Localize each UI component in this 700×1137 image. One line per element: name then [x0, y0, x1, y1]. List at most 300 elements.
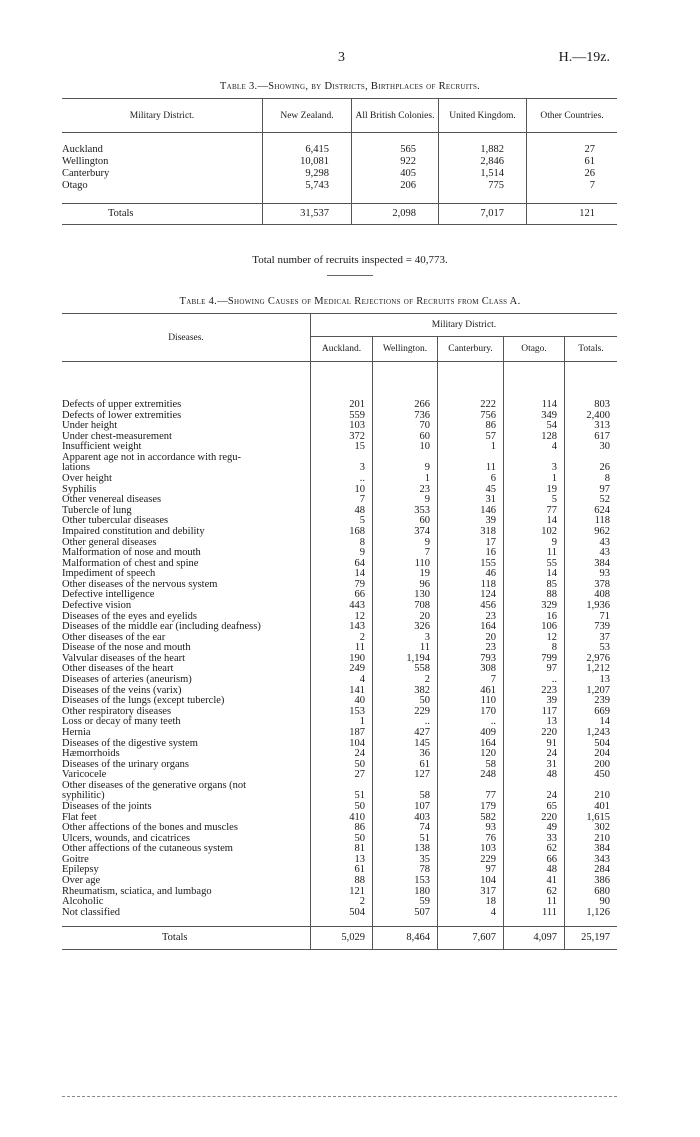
table3-col-district: Military District. — [62, 99, 263, 133]
disease-name: Syphilis — [62, 483, 97, 495]
spacer-cell — [352, 133, 439, 145]
table-cell: 130 — [373, 590, 438, 601]
table-cell: 756 — [438, 411, 504, 422]
disease-name: Apparent age not in accordance with regu- lations — [62, 451, 242, 474]
totals-cell: 7,017 — [439, 204, 527, 225]
table-row — [62, 781, 617, 802]
table-cell: 239 — [565, 696, 618, 707]
table-cell: 37 — [565, 633, 618, 644]
table-cell: 50 — [311, 834, 373, 845]
disease-name: Other diseases of the generative organs (not syphilitic) — [62, 779, 247, 802]
spacer-cell — [373, 362, 438, 401]
table-cell: 6 — [438, 474, 504, 485]
table-cell: 14 — [504, 516, 565, 527]
table-cell: 7 — [527, 180, 618, 192]
table3-col-united-kingdom: United Kingdom. — [439, 99, 527, 133]
table-cell: 1,882 — [439, 144, 527, 156]
table-cell: 1,207 — [565, 686, 618, 697]
table-cell: 180 — [373, 887, 438, 898]
table-cell: 74 — [373, 823, 438, 834]
table-cell: 24 — [311, 749, 373, 760]
table-cell: 504 — [565, 739, 618, 750]
table-row — [62, 897, 617, 908]
table-cell: 16 — [504, 612, 565, 623]
table-cell: 229 — [373, 707, 438, 718]
table-cell: 1,126 — [565, 908, 618, 919]
table-cell: 7 — [438, 675, 504, 686]
table-cell: 65 — [504, 802, 565, 813]
disease-name: Over height — [62, 473, 112, 485]
paper-reference: H.—19z. — [558, 50, 610, 65]
table-cell: 9 — [373, 453, 438, 474]
table-cell: 206 — [352, 180, 439, 192]
table-cell: 153 — [373, 876, 438, 887]
table-cell: 19 — [504, 485, 565, 496]
table-cell: 14 — [311, 569, 373, 580]
table3-col-other-countries: Other Countries. — [527, 99, 618, 133]
table-cell: 2,976 — [565, 654, 618, 665]
totals-row — [62, 204, 617, 225]
table-cell: 220 — [504, 728, 565, 739]
table-cell: 164 — [438, 622, 504, 633]
table-cell: 249 — [311, 664, 373, 675]
table-cell: 11 — [504, 548, 565, 559]
disease-name: Defective vision — [62, 599, 132, 611]
disease-name: Defective intelligence — [62, 589, 155, 601]
table-cell: 1,615 — [565, 813, 618, 824]
table-cell: 10 — [373, 442, 438, 453]
spacer-cell — [438, 918, 504, 927]
disease-name: Defects of upper extremities — [62, 399, 182, 410]
spacer-cell — [565, 362, 618, 401]
totals-label: Totals — [62, 927, 311, 950]
table-cell: 59 — [373, 897, 438, 908]
table-cell: 13 — [311, 855, 373, 866]
table-cell: 106 — [504, 622, 565, 633]
table-cell: 201 — [311, 400, 373, 411]
table-cell: 507 — [373, 908, 438, 919]
disease-name: Insufficient weight — [62, 441, 142, 453]
disease-name: Other diseases of the nervous system — [62, 578, 218, 590]
table-cell: 6,415 — [263, 144, 352, 156]
table-cell: 97 — [565, 485, 618, 496]
table-cell: 86 — [311, 823, 373, 834]
page-bottom-rule — [62, 1096, 617, 1097]
table-cell: 1,212 — [565, 664, 618, 675]
disease-name: Malformation of chest and spine — [62, 557, 199, 569]
spacer-cell — [504, 918, 565, 927]
table-cell: 60 — [373, 432, 438, 443]
table3-caption: Table 3.—Showing, by Districts, Birthplaces of Recruits. — [219, 81, 481, 92]
spacer-cell — [504, 362, 565, 401]
table-cell: 803 — [565, 400, 618, 411]
spacer-cell — [439, 133, 527, 145]
table-cell: 121 — [311, 887, 373, 898]
table-cell: 128 — [504, 432, 565, 443]
table-cell: 2 — [311, 897, 373, 908]
table-cell: 43 — [565, 548, 618, 559]
spacer-cell — [439, 192, 527, 204]
table-cell: 190 — [311, 654, 373, 665]
disease-name: Other diseases of the heart — [62, 663, 174, 675]
table4-caption: Table 4.—Showing Causes of Medical Rejections of Recruits from Class A. — [179, 296, 521, 307]
table-cell: 88 — [504, 590, 565, 601]
spacer-cell — [62, 918, 311, 927]
table-row — [62, 887, 617, 898]
table-cell: 110 — [438, 696, 504, 707]
disease-name: Epilepsy — [62, 864, 99, 876]
table-cell: 1 — [504, 474, 565, 485]
table-cell: 1,936 — [565, 601, 618, 612]
table-cell: 36 — [373, 749, 438, 760]
table-cell: 7 — [311, 495, 373, 506]
table-cell: 624 — [565, 506, 618, 517]
table-cell: 179 — [438, 802, 504, 813]
totals-cell: 7,607 — [438, 927, 504, 950]
table-row — [62, 411, 617, 422]
table-cell: 23 — [438, 643, 504, 654]
table-cell: 384 — [565, 559, 618, 570]
disease-name: Diseases of the joints — [62, 800, 152, 812]
table-cell: 9 — [373, 495, 438, 506]
table-row — [62, 876, 617, 887]
table-cell: 168 — [311, 527, 373, 538]
table-cell: 443 — [311, 601, 373, 612]
table-cell: 62 — [504, 844, 565, 855]
totals-cell: 2,098 — [352, 204, 439, 225]
district-name: Auckland — [62, 144, 103, 155]
table-row — [62, 717, 617, 728]
table-cell: 41 — [504, 876, 565, 887]
table-cell: 3 — [311, 453, 373, 474]
table-cell: 284 — [565, 865, 618, 876]
table-cell: 5 — [504, 495, 565, 506]
table-cell: 793 — [438, 654, 504, 665]
table-cell: 739 — [565, 622, 618, 633]
table-cell: 12 — [311, 612, 373, 623]
table-spacer — [62, 133, 617, 145]
spacer-cell — [311, 918, 373, 927]
table-cell: 88 — [311, 876, 373, 887]
table-cell: 1,514 — [439, 168, 527, 180]
table-cell: 62 — [504, 887, 565, 898]
table-cell: 146 — [438, 506, 504, 517]
disease-name: Diseases of the middle ear (including deafness) — [62, 621, 261, 633]
table-cell: 1 — [373, 474, 438, 485]
table-cell: 27 — [527, 144, 618, 156]
disease-name: Diseases of the veins (varix) — [62, 684, 182, 696]
table3-col-british-colonies: All British Colonies. — [352, 99, 439, 133]
table-cell: 155 — [438, 559, 504, 570]
table-cell: 8 — [504, 643, 565, 654]
table-row — [62, 855, 617, 866]
disease-name: Flat feet — [62, 811, 97, 823]
table-cell: 77 — [504, 506, 565, 517]
totals-cell: 31,537 — [263, 204, 352, 225]
table-cell: 51 — [311, 781, 373, 802]
table-row — [62, 453, 617, 474]
table-cell: 96 — [373, 580, 438, 591]
table-cell: 79 — [311, 580, 373, 591]
table4-col-otago: Otago. — [504, 337, 565, 362]
table-cell: 378 — [565, 580, 618, 591]
table-cell: 114 — [504, 400, 565, 411]
table-cell: 3 — [373, 633, 438, 644]
table-cell: 461 — [438, 686, 504, 697]
table-cell: 12 — [504, 633, 565, 644]
table-cell: 141 — [311, 686, 373, 697]
table-cell: 962 — [565, 527, 618, 538]
disease-name: Goitre — [62, 853, 89, 865]
table-cell: 2 — [311, 633, 373, 644]
table-cell: 71 — [565, 612, 618, 623]
totals-cell: 121 — [527, 204, 618, 225]
table-cell: 565 — [352, 144, 439, 156]
table-cell: 39 — [504, 696, 565, 707]
disease-name: Valvular diseases of the heart — [62, 652, 186, 664]
table-cell: 10 — [311, 485, 373, 496]
table-cell: 222 — [438, 400, 504, 411]
table4-col-wellington: Wellington. — [373, 337, 438, 362]
table4-col-auckland: Auckland. — [311, 337, 373, 362]
table-cell: 81 — [311, 844, 373, 855]
disease-name: Other affections of the cutaneous system — [62, 843, 233, 855]
table3-header-row — [62, 99, 617, 133]
table-cell: 317 — [438, 887, 504, 898]
table-row — [62, 168, 617, 180]
table-cell: 4 — [438, 908, 504, 919]
table-cell: 145 — [373, 739, 438, 750]
disease-name: Diseases of arteries (aneurism) — [62, 674, 192, 686]
table-cell: 308 — [438, 664, 504, 675]
table-cell: 405 — [352, 168, 439, 180]
table-row — [62, 400, 617, 411]
disease-name: Other respiratory diseases — [62, 705, 172, 717]
table-row — [62, 908, 617, 919]
table-cell: 23 — [373, 485, 438, 496]
table-cell: 1,194 — [373, 654, 438, 665]
table-cell: 9 — [373, 538, 438, 549]
spacer-cell — [311, 362, 373, 401]
table-cell: 9 — [504, 538, 565, 549]
table-cell: 50 — [311, 760, 373, 771]
disease-name: Other venereal diseases — [62, 494, 162, 506]
disease-name: Diseases of the urinary organs — [62, 758, 189, 770]
disease-name: Other general diseases — [62, 536, 157, 548]
table4-medical-rejections — [62, 313, 617, 950]
table-cell: 164 — [438, 739, 504, 750]
table-cell: 384 — [565, 844, 618, 855]
spacer-cell — [527, 192, 618, 204]
spacer-cell — [438, 362, 504, 401]
table-cell: 30 — [565, 442, 618, 453]
table-cell: .. — [438, 717, 504, 728]
table4-col-diseases: Diseases. — [62, 314, 311, 362]
table-cell: 103 — [438, 844, 504, 855]
table-row — [62, 495, 617, 506]
table-cell: 617 — [565, 432, 618, 443]
table-cell: 410 — [311, 813, 373, 824]
table-row — [62, 865, 617, 876]
table-cell: 266 — [373, 400, 438, 411]
table-row — [62, 844, 617, 855]
table-cell: 8 — [311, 538, 373, 549]
disease-name: Under height — [62, 420, 118, 432]
district-name: Otago — [62, 180, 88, 191]
table-spacer — [62, 192, 617, 204]
table-cell: 61 — [527, 156, 618, 168]
totals-cell: 25,197 — [565, 927, 618, 950]
spacer-cell — [565, 918, 618, 927]
table-cell: 26 — [565, 453, 618, 474]
disease-name: Other tubercular diseases — [62, 515, 169, 527]
table-cell: 9,298 — [263, 168, 352, 180]
table-cell: 13 — [504, 717, 565, 728]
table-cell: 40 — [311, 696, 373, 707]
table-cell: 66 — [311, 590, 373, 601]
table-cell: 353 — [373, 506, 438, 517]
table-cell: 97 — [438, 865, 504, 876]
table-cell: 107 — [373, 802, 438, 813]
table-cell: 102 — [504, 527, 565, 538]
table-cell: 11 — [311, 643, 373, 654]
disease-name: Diseases of the eyes and eyelids — [62, 610, 197, 622]
table-cell: 5 — [311, 516, 373, 527]
disease-name: Over age — [62, 875, 101, 887]
table4-col-canterbury: Canterbury. — [438, 337, 504, 362]
table-cell: 200 — [565, 760, 618, 771]
table-cell: 558 — [373, 664, 438, 675]
table-cell: 103 — [311, 421, 373, 432]
table-cell: 24 — [504, 781, 565, 802]
table-cell: 922 — [352, 156, 439, 168]
disease-name: Varicocele — [62, 769, 107, 781]
table-cell: 58 — [373, 781, 438, 802]
table-cell: 504 — [311, 908, 373, 919]
table-cell: 31 — [504, 760, 565, 771]
table-cell: 48 — [311, 506, 373, 517]
table-row — [62, 802, 617, 813]
table-cell: 229 — [438, 855, 504, 866]
table-cell: 799 — [504, 654, 565, 665]
disease-name: Impaired constitution and debility — [62, 525, 205, 537]
table-cell: 61 — [373, 760, 438, 771]
table-cell: 403 — [373, 813, 438, 824]
totals-cell: 8,464 — [373, 927, 438, 950]
table-row — [62, 527, 617, 538]
totals-cell: 5,029 — [311, 927, 373, 950]
table-cell: 4 — [504, 442, 565, 453]
table-cell: 456 — [438, 601, 504, 612]
table-cell: 104 — [311, 739, 373, 750]
table-cell: 52 — [565, 495, 618, 506]
table-cell: 7 — [373, 548, 438, 559]
table-cell: 17 — [438, 538, 504, 549]
table4-col-totals: Totals. — [565, 337, 618, 362]
table-cell: 1 — [438, 442, 504, 453]
table4-col-military-district: Military District. — [311, 314, 618, 337]
table-cell: 23 — [438, 612, 504, 623]
disease-name: Malformation of nose and mouth — [62, 547, 201, 559]
table-row — [62, 180, 617, 192]
disease-name: Diseases of the lungs (except tubercle) — [62, 695, 225, 707]
table-cell: 49 — [504, 823, 565, 834]
disease-name: Other affections of the bones and muscles — [62, 822, 238, 834]
table-cell: 170 — [438, 707, 504, 718]
table-cell: 24 — [504, 749, 565, 760]
table-cell: .. — [311, 474, 373, 485]
table-cell: 708 — [373, 601, 438, 612]
table-cell: 2,400 — [565, 411, 618, 422]
table-cell: 26 — [527, 168, 618, 180]
table-cell: 57 — [438, 432, 504, 443]
table-cell: 60 — [373, 516, 438, 527]
table-cell: 111 — [504, 908, 565, 919]
district-name: Wellington — [62, 156, 109, 167]
table-cell: 46 — [438, 569, 504, 580]
table-cell: 343 — [565, 855, 618, 866]
table-cell: 54 — [504, 421, 565, 432]
totals-cell: 4,097 — [504, 927, 565, 950]
table-row — [62, 760, 617, 771]
table-cell: .. — [504, 675, 565, 686]
spacer-cell — [62, 192, 263, 204]
table-cell: 1,243 — [565, 728, 618, 739]
table-row — [62, 739, 617, 750]
table-cell: 669 — [565, 707, 618, 718]
table-cell: 120 — [438, 749, 504, 760]
table-cell: 408 — [565, 590, 618, 601]
table-cell: 223 — [504, 686, 565, 697]
table-cell: 210 — [565, 834, 618, 845]
table-cell: 15 — [311, 442, 373, 453]
table-cell: 14 — [504, 569, 565, 580]
table-cell: 8 — [565, 474, 618, 485]
table-row — [62, 156, 617, 168]
disease-name: Under chest-measurement — [62, 430, 172, 442]
disease-name: Hæmorrhoids — [62, 748, 120, 760]
table-cell: 3 — [504, 453, 565, 474]
table-cell: 302 — [565, 823, 618, 834]
table-cell: 118 — [438, 580, 504, 591]
table-cell: 31 — [438, 495, 504, 506]
table-cell: 110 — [373, 559, 438, 570]
page-number: 3 — [338, 50, 345, 65]
spacer-cell — [527, 133, 618, 145]
table-cell: 18 — [438, 897, 504, 908]
total-recruits-inspected: Total number of recruits inspected = 40,773. — [252, 254, 448, 266]
table-cell: 14 — [565, 717, 618, 728]
disease-name: Ulcers, wounds, and cicatrices — [62, 832, 190, 844]
table-cell: 78 — [373, 865, 438, 876]
table-spacer — [62, 918, 617, 927]
table-row — [62, 590, 617, 601]
spacer-cell — [263, 133, 352, 145]
table-cell: 153 — [311, 707, 373, 718]
disease-name: Defects of lower extremities — [62, 409, 182, 421]
spacer-cell — [352, 192, 439, 204]
table-cell: 118 — [565, 516, 618, 527]
table3-birthplaces — [62, 98, 617, 225]
table-cell: 409 — [438, 728, 504, 739]
table-cell: 210 — [565, 781, 618, 802]
table-cell: 93 — [565, 569, 618, 580]
table-cell: 401 — [565, 802, 618, 813]
table-cell: 91 — [504, 739, 565, 750]
table-cell: 220 — [504, 813, 565, 824]
district-name: Canterbury — [62, 168, 110, 179]
table-cell: 313 — [565, 421, 618, 432]
